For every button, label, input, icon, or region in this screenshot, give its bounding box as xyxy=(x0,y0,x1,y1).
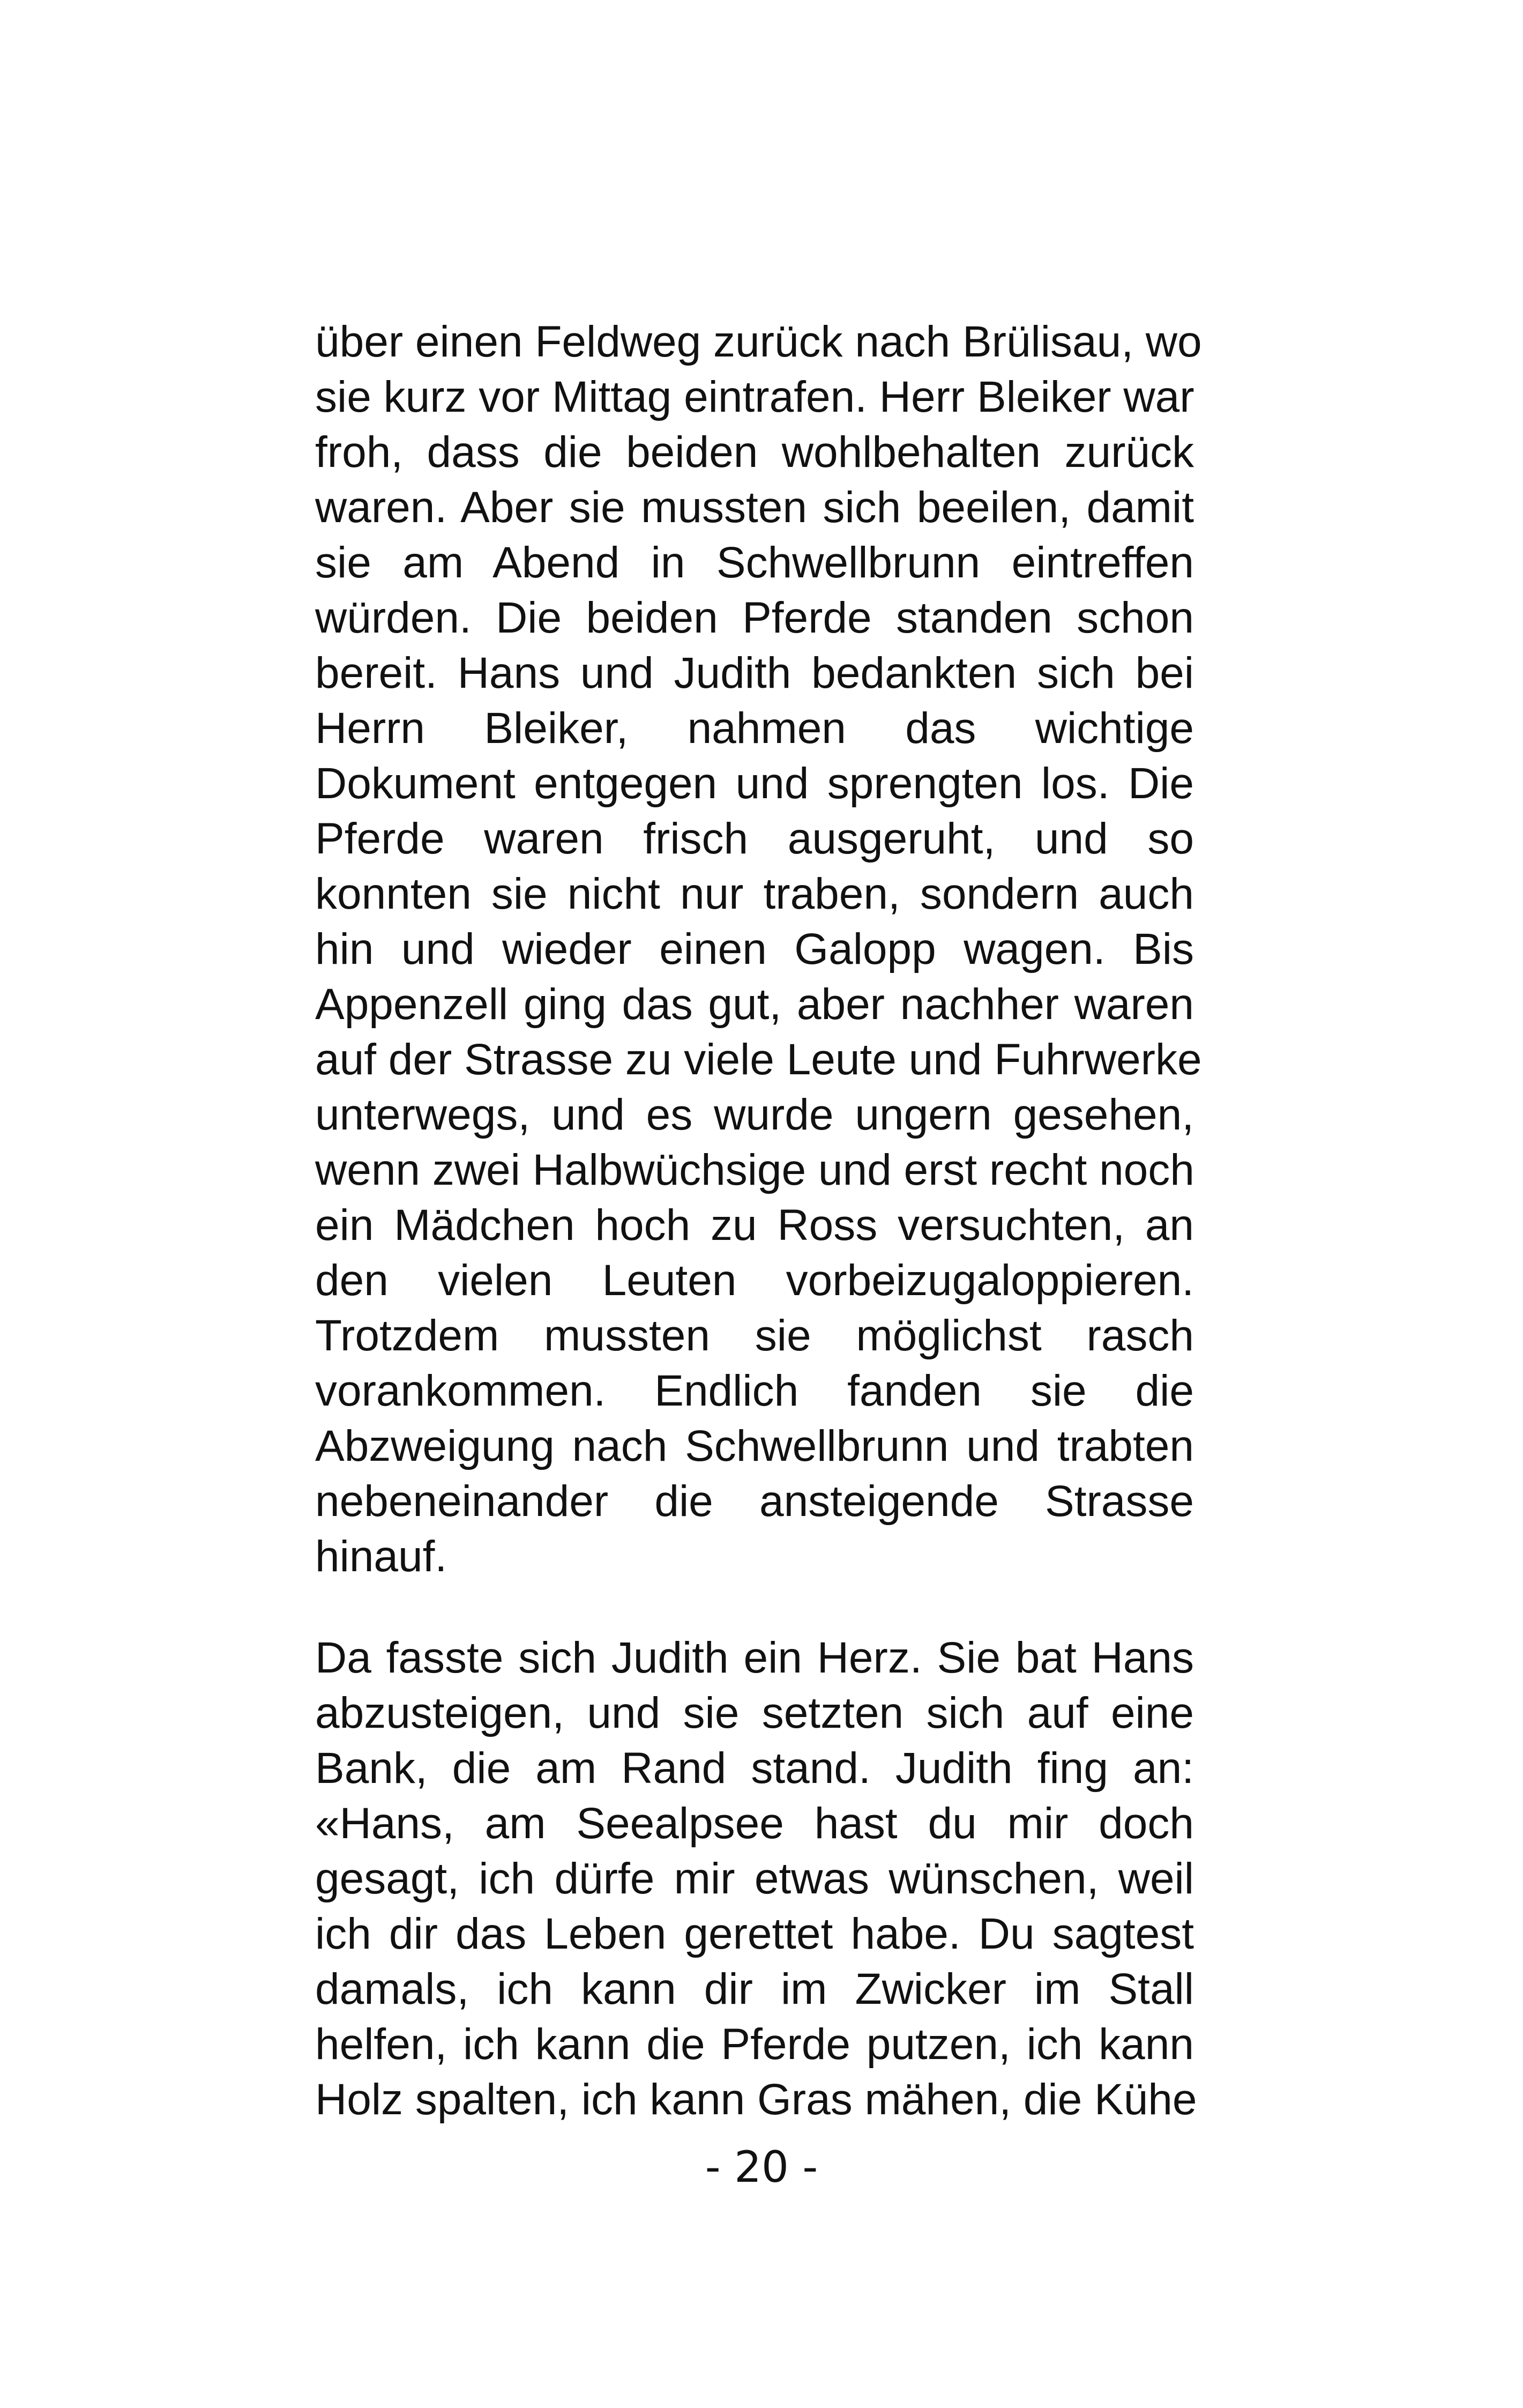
text-line: Herrn Bleiker, nahmen das wichtige xyxy=(315,704,1194,753)
body-text xyxy=(315,314,1202,2127)
text-line: helfen, ich kann die Pferde putzen, ich kann xyxy=(315,2020,1194,2069)
text-line: «Hans, am Seealpsee hast du mir doch xyxy=(315,1799,1194,1848)
text-line: hin und wieder einen Galopp wagen. Bis xyxy=(315,925,1194,973)
text-line: konnten sie nicht nur traben, sondern auch xyxy=(315,869,1194,918)
text-line: waren. Aber sie mussten sich beeilen, damit xyxy=(315,483,1194,532)
text-line: sie kurz vor Mittag eintrafen. Herr Bleiker war xyxy=(315,373,1194,421)
text-line: gesagt, ich dürfe mir etwas wünschen, weil xyxy=(315,1854,1194,1903)
text-line: Dokument entgegen und sprengten los. Die xyxy=(315,759,1194,808)
text-line: wenn zwei Halbwüchsige und erst recht noch xyxy=(315,1146,1194,1194)
text-line: Trotzdem mussten sie möglichst rasch xyxy=(315,1311,1194,1360)
text-line: unterwegs, und es wurde ungern gesehen, xyxy=(315,1090,1194,1139)
text-line: froh, dass die beiden wohlbehalten zurück xyxy=(315,428,1194,477)
text-line: sie am Abend in Schwellbrunn eintreffen xyxy=(315,538,1194,587)
text-line: Abzweigung nach Schwellbrunn und trabten xyxy=(315,1422,1194,1470)
text-line: Holz spalten, ich kann Gras mähen, die Kühe xyxy=(315,2075,1197,2124)
text-line: vorankommen. Endlich fanden sie die xyxy=(315,1366,1194,1415)
paragraph-2 xyxy=(315,1630,1197,2127)
page-number: - 20 - xyxy=(705,2142,818,2192)
paragraph-spacer xyxy=(315,1584,1194,1630)
text-line: über einen Feldweg zurück nach Brülisau, wo xyxy=(315,317,1202,366)
paragraph-1 xyxy=(315,314,1202,1584)
text-line: Appenzell ging das gut, aber nachher waren xyxy=(315,980,1194,1029)
text-line: würden. Die beiden Pferde standen schon xyxy=(315,593,1194,642)
text-line: hinauf. xyxy=(315,1532,447,1581)
text-line: den vielen Leuten vorbeizugaloppieren. xyxy=(315,1256,1194,1305)
text-line: nebeneinander die ansteigende Strasse xyxy=(315,1477,1194,1526)
text-line: auf der Strasse zu viele Leute und Fuhrwerke xyxy=(315,1035,1202,1084)
text-line: bereit. Hans und Judith bedankten sich bei xyxy=(315,649,1194,697)
text-line: Da fasste sich Judith ein Herz. Sie bat Hans xyxy=(315,1633,1194,1682)
text-line: Pferde waren frisch ausgeruht, und so xyxy=(315,814,1194,863)
text-line: Bank, die am Rand stand. Judith fing an: xyxy=(315,1744,1194,1793)
text-line: ich dir das Leben gerettet habe. Du sagtest xyxy=(315,1909,1194,1958)
text-line: damals, ich kann dir im Zwicker im Stall xyxy=(315,1965,1194,2013)
text-line: ein Mädchen hoch zu Ross versuchten, an xyxy=(315,1201,1194,1250)
text-line: abzusteigen, und sie setzten sich auf eine xyxy=(315,1689,1194,1737)
